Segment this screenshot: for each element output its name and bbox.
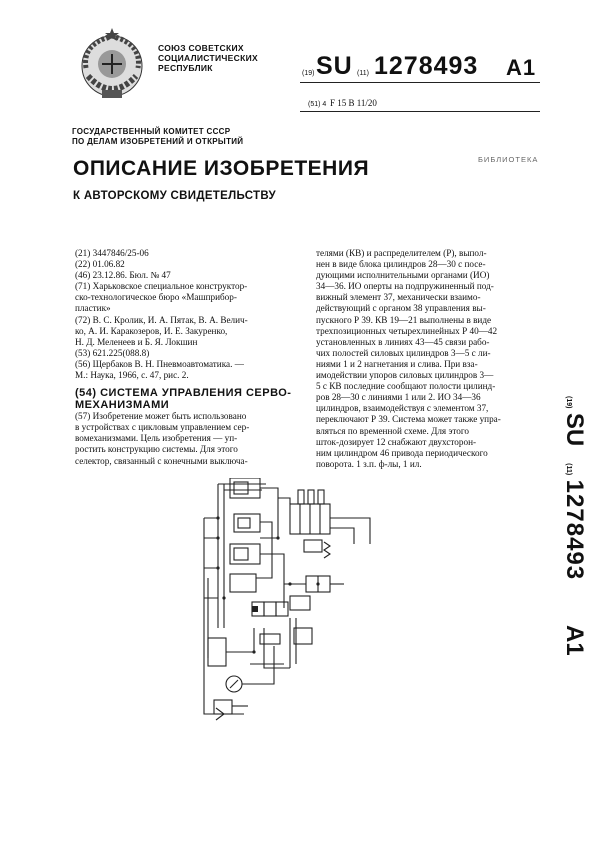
ipc-class: F 15 B 11/20 (330, 98, 377, 108)
committee (72, 127, 243, 147)
abstract-line: ниями 1 и 2 нагнетания и слива. При вза- (316, 358, 478, 369)
abstract-line: дующими исполнительными органами (ИО) (316, 270, 490, 281)
org-line: СОЦИАЛИСТИЧЕСКИХ (158, 53, 258, 63)
biblio-line: (22) 01.06.82 (75, 259, 125, 270)
org-line: РЕСПУБЛИК (158, 63, 213, 73)
abstract-line: вляться по временной схеме. Для этого (316, 425, 470, 436)
abstract-line: (57) Изобретение может быть использовано (75, 411, 247, 422)
biblio-line: (21) 3447846/25-06 (75, 248, 149, 258)
biblio-line: (72) В. С. Кролик, И. А. Пятак, В. А. Велич- (75, 314, 248, 325)
document-title: ОПИСАНИЕ ИЗОБРЕТЕНИЯ (73, 157, 370, 180)
document-subtitle: К АВТОРСКОМУ СВИДЕТЕЛЬСТВУ (73, 190, 276, 202)
kind-code: A1 (506, 55, 537, 80)
code-11: (11) (357, 70, 369, 77)
side-country: SU (561, 412, 588, 447)
abstract-line: нен в виде блока цилиндров 28—30 с посе- (316, 259, 486, 270)
hydraulic-schematic (194, 478, 384, 740)
abstract-line: имодействии упоров силовых цилиндров 3— (316, 370, 494, 381)
org-name (158, 43, 258, 73)
abstract-line: поворота. 1 з.п. ф-лы, 1 ил. (316, 458, 422, 469)
number-underline (300, 82, 540, 83)
ussr-emblem-icon (72, 24, 152, 104)
biblio-line: (71) Харьковское специальное конструктор- (75, 281, 248, 292)
abstract-line: вижный элемент 37, механически взаимо- (316, 292, 481, 303)
biblio-line: (56) Щербаков В. Н. Пневмоавтоматика. — (75, 358, 244, 369)
abstract-line: цилиндров, взаимодействуя с элементом 37, (316, 403, 489, 414)
invention-title: (54) СИСТЕМА УПРАВЛЕНИЯ СЕРВО- (75, 387, 292, 400)
patent-number: 1278493 (374, 52, 479, 80)
side-patent-number (560, 396, 588, 656)
side-number: 1278493 (561, 479, 588, 581)
org-line: СОЮЗ СОВЕТСКИХ (158, 43, 244, 53)
bibliographic-data (75, 248, 291, 467)
country-code: SU (316, 52, 353, 80)
biblio-line: ко, А. И. Каракозеров, И. Е. Закуренко, (75, 325, 228, 336)
library-stamp: БИБЛИОТЕКА (478, 155, 539, 164)
side-code-19: (19) (565, 396, 572, 409)
abstract-line: установленных в линиях 43—45 связи рабо- (316, 336, 490, 347)
abstract-line: 34—36. ИО оперты на подпружиненный под- (316, 281, 494, 292)
side-code-11: (11) (565, 463, 572, 476)
abstract-line: телями (КВ) и распределителем (Р), выпол- (316, 248, 487, 258)
committee-line: ПО ДЕЛАМ ИЗОБРЕТЕНИЙ И ОТКРЫТИЙ (72, 137, 244, 146)
abstract-continued (316, 248, 501, 470)
tank (208, 638, 226, 666)
abstract-line: переключают Р 39. Система может также упра- (316, 414, 501, 425)
invention-title: МЕХАНИЗМАМИ (75, 399, 170, 412)
abstract-line: чих полостей силовых цилиндров 3—5 с ли- (316, 347, 491, 358)
abstract-line: селектор, связанный с конечными выключа- (75, 455, 248, 466)
abstract-line: шток-дозирует 12 снабжают двухсторон- (316, 436, 477, 447)
biblio-line: Н. Д. Меленеев и Б. Я. Локшин (75, 336, 198, 347)
abstract-line: действующий с органом 38 управления вы- (316, 303, 486, 314)
abstract-line: ров 28—30 с линиями 1 или 2. ИО 34—36 (316, 392, 481, 403)
committee-line: ГОСУДАРСТВЕННЫЙ КОМИТЕТ СССР (72, 127, 231, 136)
biblio-line: пластик» (75, 303, 111, 314)
abstract-line: ростить конструкцию системы. Для этого (75, 444, 238, 455)
abstract-line: пускного Р 39. КВ 19—21 выполнены в виде (316, 314, 492, 325)
biblio-line: (46) 23.12.86. Бюл. № 47 (75, 270, 171, 281)
abstract-line: трехпозиционных четырехлинейных Р 40—42 (316, 325, 498, 336)
ipc-code: (51) 4 (308, 101, 327, 108)
abstract-line: вомеханизмами. Цель изобретения — уп- (75, 433, 238, 444)
side-kind: A1 (561, 625, 588, 656)
abstract-line: 5 с КВ последние сообщают полости цилинд- (316, 381, 496, 392)
biblio-line: ско-технологическое бюро «Машприбор- (75, 292, 237, 303)
ipc-underline (300, 111, 540, 112)
biblio-line: М.: Наука, 1966, с. 47, рис. 2. (75, 370, 189, 381)
abstract-line: в устройствах с цикловым управлением сер- (75, 422, 250, 433)
biblio-line: (53) 621.225(088.8) (75, 347, 150, 358)
code-19: (19) (302, 70, 315, 77)
abstract-line: ним цилиндром 46 привода периодического (316, 447, 488, 458)
